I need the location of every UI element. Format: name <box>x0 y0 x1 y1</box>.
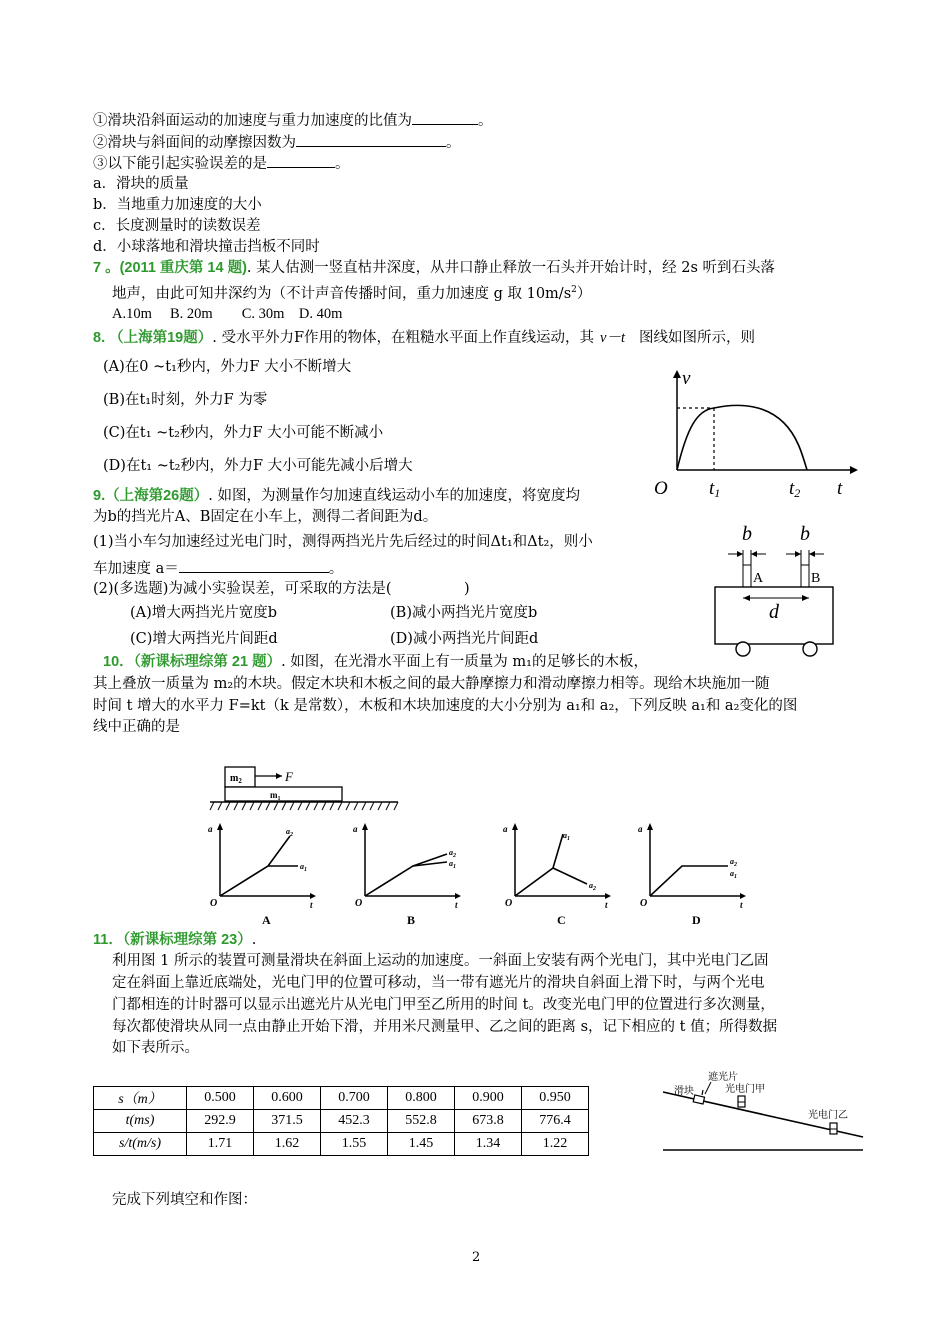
table-cell: 0.500 <box>187 1087 254 1110</box>
q6-option-d: d．小球落地和滑块撞击挡板不同时 <box>93 239 320 255</box>
q11-line0: 11．（新课标理综第 23）. <box>93 932 257 948</box>
graph-option-b <box>353 823 461 927</box>
q10-block-diagram <box>210 765 400 815</box>
q6-option-b: b．当地重力加速度的大小 <box>93 197 262 213</box>
q11-line3: 门都相连的计时器可以显示出遮光片从光电门甲至乙所用的时间 t。改变光电门甲的位置进行多次测量， <box>112 997 775 1013</box>
table-cell: s/t(m/s) <box>94 1133 187 1156</box>
svg-text:a1: $a_1$ <box>449 859 456 870</box>
q9-cart-figure <box>710 518 840 673</box>
table-row <box>94 1133 589 1156</box>
q6-item1: ①滑块沿斜面运动的加速度与重力加速度的比值为 。 <box>93 110 493 131</box>
table-cell: 776.4 <box>522 1110 589 1133</box>
svg-text:D: D <box>692 913 701 927</box>
table-cell: 0.900 <box>455 1087 522 1110</box>
graph-o-label: O <box>654 478 668 499</box>
q7-options: A.10m B. 20m C. 30m D. 40m <box>112 306 343 322</box>
q11-line1: 利用图 1 所示的装置可测量滑块在斜面上运动的加速度。一斜面上安装有两个光电门，其中光电门乙固 <box>112 953 769 969</box>
q6-option-a: a．滑块的质量 <box>93 176 189 192</box>
q11-data-table <box>93 1086 589 1156</box>
q10-number: 10．（新课标理综第 21 题） <box>103 654 282 670</box>
q11-line4: 每次都使滑块从同一点由静止开始下滑，并用米尺测量甲、乙之间的距离 s，记下相应的 t 值；所得数据 <box>112 1019 778 1035</box>
fig-gate2-label: 光电门乙 <box>808 1110 848 1121</box>
svg-text:A: A <box>262 913 271 927</box>
table-row <box>94 1110 589 1133</box>
q9-line1: 9.（上海第26题）. 如图，为测量作匀加速直线运动小车的加速度，将宽度均 <box>93 488 580 504</box>
q11-line5: 如下表所示。 <box>112 1040 199 1056</box>
table-cell: 552.8 <box>388 1110 455 1133</box>
q10-line3: 时间 t 增大的水平力 F=kt（k 是常数），木板和木块加速度的大小分别为 a₁和 a₂，下列反映 a₁和 a₂变化的图 <box>93 698 798 714</box>
svg-text:O: O <box>505 898 513 909</box>
svg-text:B: B <box>407 913 416 927</box>
svg-text:a1: $a_1$ <box>563 831 570 842</box>
fig-m1-label: $m_1$ <box>270 790 281 802</box>
fig-a-label: A <box>753 571 764 586</box>
q8-option-d: (D)在t₁ ~t₂秒内，外力F 大小可能先减小后增大 <box>103 458 413 474</box>
fig-force-label: F <box>285 769 293 784</box>
q8-option-b: (B)在t₁时刻，外力F 为零 <box>103 392 268 408</box>
table-cell: 1.45 <box>388 1133 455 1156</box>
table-cell: 0.800 <box>388 1087 455 1110</box>
q7-line1: 7 。(2011 重庆第 14 题). 某人估测一竖直枯井深度，从井口静止释放一石头并开始计时，经 2s 听到石头落 <box>93 260 776 276</box>
fig-d-label: d <box>769 601 779 623</box>
q10-line2: 其上叠放一质量为 m₂的木块。假定木块和木板之间的最大静摩擦力和滑动摩擦力相等。现给木块施加一随 <box>93 676 770 692</box>
svg-text:t: t <box>605 900 608 910</box>
graph-v-label: v <box>682 368 691 389</box>
fig-b-gate-label: B <box>811 571 821 586</box>
graph-option-c <box>503 823 611 927</box>
svg-text:a2: $a_2$ <box>589 881 596 892</box>
svg-text:a: a <box>638 824 643 834</box>
svg-text:a2: $a_2$ <box>286 827 293 838</box>
q6-option-c: c．长度测量时的读数误差 <box>93 218 261 234</box>
q9-option-d: (D)减小两挡光片间距d <box>390 631 539 647</box>
q8-line1: 8. （上海第19题）. 受水平外力F作用的物体，在粗糙水平面上作直线运动，其 v－t 图线如图所示，则 <box>93 330 755 346</box>
svg-text:O: O <box>640 898 648 909</box>
q7-number: 7 。(2011 重庆第 14 题) <box>93 260 247 276</box>
q8-option-c: (C)在t₁ ~t₂秒内，外力F 大小可能不断减小 <box>103 425 384 441</box>
q6-item3: ③以下能引起实验误差的是 。 <box>93 153 350 174</box>
svg-text:O: O <box>210 898 218 909</box>
svg-text:t: t <box>740 900 743 910</box>
svg-text:a: a <box>208 824 213 834</box>
q10-line1: 10．（新课标理综第 21 题）. 如图，在光滑水平面上有一质量为 m₁的足够长的木板， <box>103 654 648 670</box>
q9-part1b: 车加速度 a＝ 。 <box>93 558 343 579</box>
svg-text:t: t <box>455 900 458 910</box>
q10-line4: 线中正确的是 <box>93 719 180 735</box>
q10-option-graphs <box>210 820 760 930</box>
table-cell: 0.950 <box>522 1087 589 1110</box>
q9-option-b: (B)减小两挡光片宽度b <box>390 605 538 621</box>
table-cell: 1.71 <box>187 1133 254 1156</box>
fig-block-label: 滑块 <box>674 1086 694 1097</box>
svg-text:a2: $a_2$ <box>730 857 737 868</box>
q9-option-a: (A)增大两挡光片宽度b <box>130 605 278 621</box>
graph-t1-label: t1 <box>709 478 721 500</box>
q6-blank3[interactable] <box>267 153 335 168</box>
table-cell: 1.22 <box>522 1133 589 1156</box>
fig-b-label-2: b <box>800 523 810 545</box>
graph-t2-label: t2 <box>789 478 801 500</box>
q9-part1: (1)当小车匀加速经过光电门时，测得两挡光片先后经过的时间Δt₁和Δt₂，则小 <box>93 534 593 550</box>
svg-text:a1: $a_1$ <box>300 862 307 873</box>
table-cell: 0.600 <box>254 1087 321 1110</box>
q9-option-c: (C)增大两挡光片间距d <box>130 631 278 647</box>
q9-number: 9.（上海第26题） <box>93 488 209 504</box>
svg-text:a: a <box>353 824 358 834</box>
table-cell: 1.34 <box>455 1133 522 1156</box>
table-cell: 673.8 <box>455 1110 522 1133</box>
fig-shade-label: 遮光片 <box>708 1072 738 1083</box>
q7-line2: 地声，由此可知井深约为（不计声音传播时间，重力加速度 g 取 $10m/s^2$） <box>112 285 592 302</box>
q8-number: 8. （上海第19题） <box>93 330 213 346</box>
q9-blank-accel[interactable] <box>179 558 329 573</box>
table-cell: 371.5 <box>254 1110 321 1133</box>
q11-incline-figure <box>658 1062 868 1162</box>
q8-option-a: (A)在0 ~t₁秒内，外力F 大小不断增大 <box>103 359 352 375</box>
svg-text:a1: $a_1$ <box>730 869 737 880</box>
q6-blank1[interactable] <box>412 110 478 125</box>
table-cell: t(ms) <box>94 1110 187 1133</box>
graph-option-d <box>638 823 746 927</box>
svg-text:a: a <box>503 824 508 834</box>
q11-line2: 定在斜面上靠近底端处，光电门甲的位置可移动，当一带有遮光片的滑块自斜面上滑下时，与两个光电 <box>112 975 765 991</box>
table-cell: s（m） <box>94 1087 187 1110</box>
fig-b-label-1: b <box>742 523 752 545</box>
table-cell: 1.55 <box>321 1133 388 1156</box>
table-cell: 452.3 <box>321 1110 388 1133</box>
q8-vt-graph <box>652 368 862 503</box>
q9-line2: 为b的挡光片A、B固定在小车上，测得二者间距为d。 <box>93 509 438 525</box>
fig-m2-label: $m_2$ <box>230 773 242 785</box>
q11-number: 11．（新课标理综第 23） <box>93 932 252 948</box>
graph-option-a <box>208 823 316 927</box>
q6-blank2[interactable] <box>296 132 446 147</box>
q9-part2: (2)(多选题)为减小实验误差，可采取的方法是( ) <box>93 581 470 597</box>
svg-text:O: O <box>355 898 363 909</box>
table-cell: 1.62 <box>254 1133 321 1156</box>
svg-text:C: C <box>557 913 566 927</box>
table-cell: 292.9 <box>187 1110 254 1133</box>
fig-gate1-label: 光电门甲 <box>725 1084 765 1095</box>
table-row <box>94 1087 589 1110</box>
q6-item2: ②滑块与斜面间的动摩擦因数为 。 <box>93 132 461 153</box>
svg-text:a2: $a_2$ <box>449 848 456 859</box>
q11-footer: 完成下列填空和作图： <box>112 1192 257 1208</box>
svg-text:t: t <box>310 900 313 910</box>
table-cell: 0.700 <box>321 1087 388 1110</box>
page-number: 2 <box>472 1250 481 1265</box>
graph-t-label: t <box>837 478 843 499</box>
